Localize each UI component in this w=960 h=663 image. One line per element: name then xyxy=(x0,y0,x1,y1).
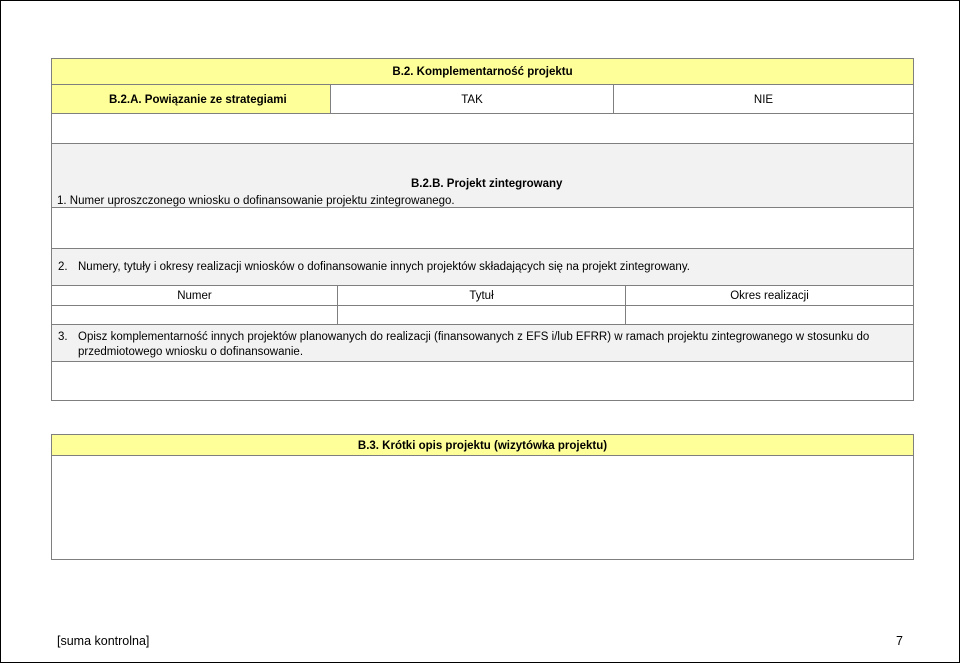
question-3-header xyxy=(51,324,914,362)
question-3-number: 3. xyxy=(58,331,68,343)
nie-label: NIE xyxy=(753,94,774,106)
strategies-label: B.2.A. Powiązanie ze strategiami xyxy=(109,94,287,106)
nie-cell[interactable] xyxy=(613,84,914,114)
table-row-numer-cell[interactable] xyxy=(51,305,338,325)
project-description-field[interactable] xyxy=(51,455,914,560)
column-header-numer-label: Numer xyxy=(177,290,212,302)
column-header-okres-label: Okres realizacji xyxy=(730,290,809,302)
section-b3-header xyxy=(51,434,914,456)
question-2-number: 2. xyxy=(58,261,68,273)
column-header-numer xyxy=(51,285,338,306)
integrated-project-title: B.2.B. Projekt zintegrowany xyxy=(411,178,563,190)
table-row-okres-cell[interactable] xyxy=(625,305,914,325)
table-row-tytul-cell[interactable] xyxy=(337,305,626,325)
tak-cell[interactable] xyxy=(330,84,614,114)
integrated-project-header xyxy=(51,143,914,208)
section-b3-title: B.3. Krótki opis projektu (wizytówka projektu) xyxy=(357,440,608,452)
tak-label: TAK xyxy=(461,94,483,106)
column-header-tytul-label: Tytuł xyxy=(469,290,494,302)
section-b2-title: B.2. Komplementarność projektu xyxy=(392,66,573,78)
question-2-text: Numery, tytuły i okresy realizacji wniosków o dofinansowanie innych projektów składających się na projekt zintegrowany. xyxy=(78,261,690,273)
question-1-text: 1. Numer uproszczonego wniosku o dofinansowanie projektu zintegrowanego. xyxy=(57,195,455,207)
question-2-header xyxy=(51,248,914,286)
section-b2-header xyxy=(51,58,914,85)
page-number: 7 xyxy=(896,634,903,648)
strategies-text-field[interactable] xyxy=(51,113,914,144)
question-3-text: Opisz komplementarność innych projektów planowanych do realizacji (finansowanych z EFS i/lub EFRR) w ramach projektu zintegrowanego w stosunku do przedmiotowego wniosku o dofinansowanie. xyxy=(78,331,870,358)
checksum-label: [suma kontrolna] xyxy=(57,634,150,648)
column-header-okres xyxy=(625,285,914,306)
question-1-answer-field[interactable] xyxy=(51,207,914,249)
column-header-tytul xyxy=(337,285,626,306)
strategies-label-cell xyxy=(51,84,331,114)
question-3-answer-field[interactable] xyxy=(51,361,914,401)
